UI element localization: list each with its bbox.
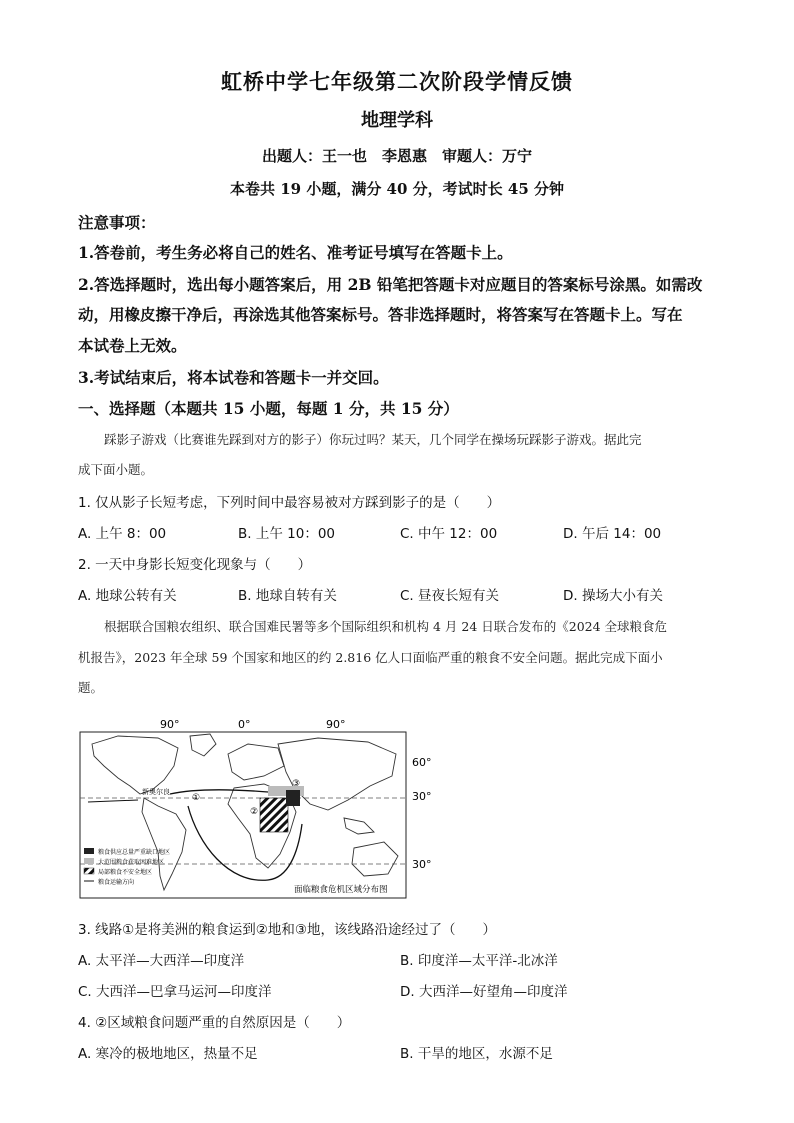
notice-heading: 注意事项： xyxy=(78,213,156,232)
authors-line: 出题人：王一也 李恩惠 审题人：万宁 xyxy=(261,147,532,165)
lon-label-0: 0° xyxy=(238,718,251,731)
region-local-insecurity-africa xyxy=(260,798,288,832)
food-crisis-map xyxy=(78,714,438,902)
passage-2-line-3: 题。 xyxy=(78,680,104,695)
subject-title: 地理学科 xyxy=(361,110,433,131)
lat-label-30n: 30° xyxy=(412,790,432,803)
marker-1: ① xyxy=(192,793,201,803)
exam-info-line: 本卷共 19 小题，满分 40 分，考试时长 45 分钟 xyxy=(230,180,564,198)
marker-2: ② xyxy=(250,807,259,817)
notice-item-1: 1.答卷前，考生务必将自己的姓名、准考证号填写在答题卡上。 xyxy=(78,243,513,262)
new-orleans-label: 新奥尔良 xyxy=(142,788,170,796)
q2-option-d[interactable]: D. 操场大小有关 xyxy=(563,588,663,604)
notice-item-3: 3.考试结束后，将本试卷和答题卡一并交回。 xyxy=(78,368,389,387)
passage-1-line-2: 成下面小题。 xyxy=(78,462,154,477)
q1-option-a[interactable]: A. 上午 8：00 xyxy=(78,526,167,542)
section-1-heading: 一、选择题（本题共 15 小题，每题 1 分，共 15 分） xyxy=(78,399,459,418)
lat-label-60n: 60° xyxy=(412,756,432,769)
q1-option-c[interactable]: C. 中午 12：00 xyxy=(400,526,498,542)
q2-option-b[interactable]: B. 地球自转有关 xyxy=(238,588,337,604)
q2-option-c[interactable]: C. 昼夜长短有关 xyxy=(400,588,500,604)
q3-option-c[interactable]: C. 大西洋—巴拿马运河—印度洋 xyxy=(78,984,272,1000)
lon-label-90w: 90° xyxy=(160,718,180,731)
passage-1-line-1: 踩影子游戏（比赛谁先踩到对方的影子）你玩过吗？某天，几个同学在操场玩踩影子游戏。据此完 xyxy=(104,432,642,447)
q3-option-b[interactable]: B. 印度洋—太平洋-北冰洋 xyxy=(400,953,558,969)
q3-option-a[interactable]: A. 太平洋—大西洋—印度洋 xyxy=(78,953,245,969)
q2-option-a[interactable]: A. 地球公转有关 xyxy=(78,588,177,604)
passage-2-line-2: 机报告》，2023 年全球 59 个国家和地区的约 2.816 亿人口面临严重的粮食不安全问题。据此完成下面小 xyxy=(78,650,663,665)
lon-label-90e: 90° xyxy=(326,718,346,731)
question-4: 4. ②区域粮食问题严重的自然原因是（ ） xyxy=(78,1015,351,1031)
q4-option-b[interactable]: B. 干旱的地区，水源不足 xyxy=(400,1046,553,1062)
question-1: 1. 仅从影子长短考虑，下列时间中最容易被对方踩到影子的是（ ） xyxy=(78,495,501,511)
q1-option-b[interactable]: B. 上午 10：00 xyxy=(238,526,335,542)
legend-transport: 粮食运输方向 xyxy=(98,879,135,886)
question-2: 2. 一天中身影长短变化现象与（ ） xyxy=(78,557,312,573)
legend-severe: 粮食供应总量严重缺口地区 xyxy=(98,849,171,856)
notice-item-2-line-1: 2.答选择题时，选出每小题答案后，用 2B 铅笔把答题卡对应题目的答案标号涂黑。如需改 xyxy=(78,275,703,294)
exam-title: 虹桥中学七年级第二次阶段学情反馈 xyxy=(221,69,573,94)
notice-item-2-line-2: 动，用橡皮擦干净后，再涂选其他答案标号。答非选择题时，将答案写在答题卡上。写在 xyxy=(78,305,683,324)
marker-3: ③ xyxy=(292,779,301,789)
notice-item-2-line-3: 本试卷上无效。 xyxy=(78,336,187,355)
question-3: 3. 线路①是将美洲的粮食运到②地和③地，该线路沿途经过了（ ） xyxy=(78,922,496,938)
passage-2-line-1: 根据联合国粮农组织、联合国难民署等多个国际组织和机构 4 月 24 日联合发布的《2024 全球粮食危 xyxy=(104,619,668,634)
legend-difficult: 大范围粮食获取困难地区 xyxy=(98,859,165,866)
q1-option-d[interactable]: D. 午后 14：00 xyxy=(563,526,662,542)
legend-local: 局部粮食不安全地区 xyxy=(98,869,153,876)
q4-option-a[interactable]: A. 寒冷的极地地区，热量不足 xyxy=(78,1046,258,1062)
lat-label-30s: 30° xyxy=(412,858,432,871)
map-caption: 面临粮食危机区域分布图 xyxy=(294,885,388,895)
region-severe-shortage xyxy=(286,790,300,806)
q3-option-d[interactable]: D. 大西洋—好望角—印度洋 xyxy=(400,984,568,1000)
